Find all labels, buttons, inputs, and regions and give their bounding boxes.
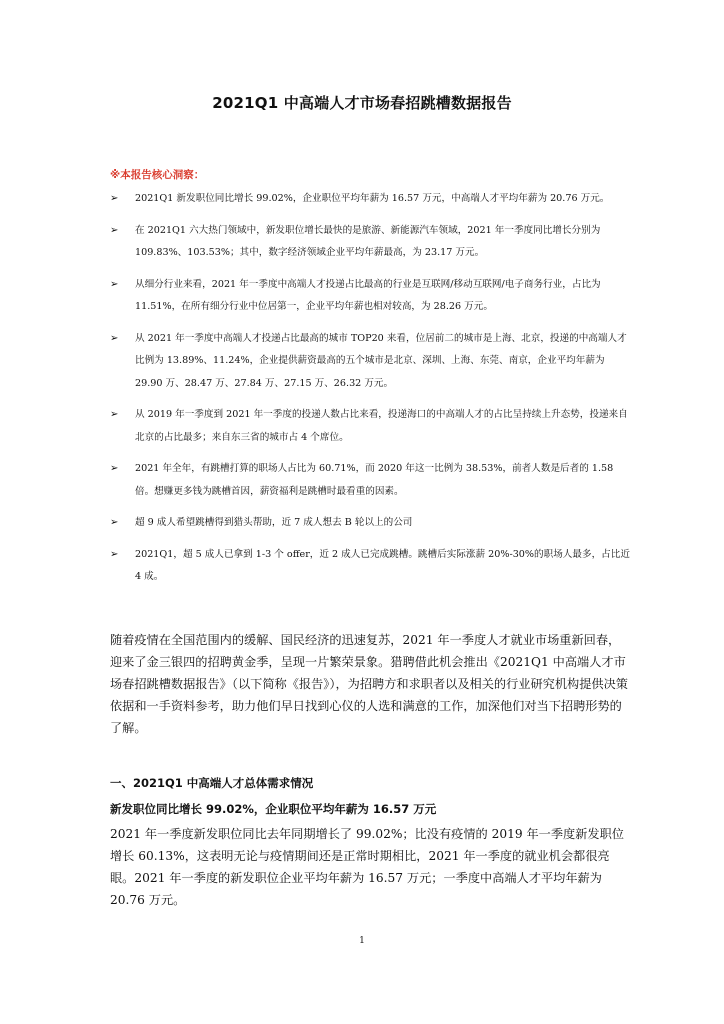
core-insights-list [110, 188, 630, 598]
page-number: 1 [359, 936, 365, 946]
section-heading: 一、2021Q1 中高端人才总体需求情况 [110, 776, 314, 790]
list-item [110, 274, 630, 319]
arrowhead-bullet-icon: ➢ [110, 332, 119, 344]
list-item-text: 2021Q1 新发职位同比增长 99.02%，企业职位平均年薪为 16.57 万元，中高端人才平均年薪为 20.76 万元。 [135, 193, 610, 204]
list-item [110, 220, 630, 265]
list-item-text: 2021 年全年，有跳槽打算的职场人占比为 60.71%，而 2020 年这一比例为 38.53%，前者人数是后者的 1.58 倍。想赚更多钱为跳槽首因，薪资福利是跳槽时最看重的因素。 [135, 463, 614, 497]
arrowhead-bullet-icon: ➢ [110, 224, 119, 236]
arrowhead-bullet-icon: ➢ [110, 409, 119, 420]
arrowhead-bullet-icon: ➢ [110, 463, 119, 474]
arrowhead-bullet-icon: ➢ [110, 548, 119, 560]
report-title: 2021Q1 中高端人才市场春招跳槽数据报告 [212, 94, 512, 112]
intro-paragraph: 随着疫情在全国范围内的缓解、国民经济的迅速复苏，2021 年一季度人才就业市场重新回春，迎来了金三银四的招聘黄金季，呈现一片繁荣景象。猎聘借此机会推出《2021Q1 中高端人才市场春招跳槽数据报告》（以下简称《报告》），为招聘方和求职者以及相关的行业研究机构提供决策依据和一手资料参考，助力他们早日找到心仪的人选和满意的工作，加深他们对当下招聘形势的了解。 [110, 633, 628, 735]
list-item-text: 从细分行业来看，2021 年一季度中高端人才投递占比最高的行业是互联网/移动互联网/电子商务行业，占比为 11.51%，在所有细分行业中位居第一，企业平均年薪也相对较高，为 28.26 万元。 [135, 278, 601, 312]
list-item-text: 2021Q1，超 5 成人已拿到 1-3 个 offer，近 2 成人已完成跳槽。跳槽后实际涨薪 20%-30%的职场人最多，占比近 4 成。 [135, 548, 630, 582]
list-item [110, 512, 630, 535]
list-item [110, 404, 630, 449]
list-item-text: 从 2019 年一季度到 2021 年一季度的投递人数占比来看，投递海口的中高端人才的占比呈持续上升态势，投递来自北京的占比最多；来自东三省的城市占 4 个席位。 [135, 409, 628, 443]
list-item [110, 188, 630, 211]
arrowhead-bullet-icon: ➢ [110, 517, 119, 528]
arrowhead-bullet-icon: ➢ [110, 193, 119, 204]
list-item [110, 544, 630, 589]
section-subheading: 新发职位同比增长 99.02%，企业职位平均年薪为 16.57 万元 [110, 802, 437, 816]
list-item-text: 在 2021Q1 六大热门领域中，新发职位增长最快的是旅游、新能源汽车领域，2021 年一季度同比增长分别为 109.83%、103.53%；其中，数字经济领域企业平均年薪最高，为 23.17 万元。 [135, 224, 601, 258]
list-item-text: 从 2021 年一季度中高端人才投递占比最高的城市 TOP20 来看，位居前二的城市是上海、北京，投递的中高端人才比例为 13.89%、11.24%，企业提供薪资最高的五个城市是北京、深圳、上海、东莞、南京，企业平均年薪为 29.90 万、28.47 万、27.84 万、27.15 万、26.32 万元。 [135, 332, 627, 389]
list-item [110, 458, 630, 503]
core-insights-heading: ※本报告核心洞察： [110, 169, 205, 181]
arrowhead-bullet-icon: ➢ [110, 278, 119, 290]
section-paragraph: 2021 年一季度新发职位同比去年同期增长了 99.02%；比没有疫情的 2019 年一季度新发职位增长 60.13%，这表明无论与疫情期间还是正常时期相比，2021 年一季度的就业机会都很亮眼。2021 年一季度的新发职位企业平均年薪为 16.57 万元；一季度中高端人才平均年薪为 20.76 万元。 [110, 827, 624, 907]
list-item-text: 超 9 成人希望跳槽得到猎头帮助，近 7 成人想去 B 轮以上的公司 [135, 517, 413, 528]
list-item [110, 328, 630, 396]
